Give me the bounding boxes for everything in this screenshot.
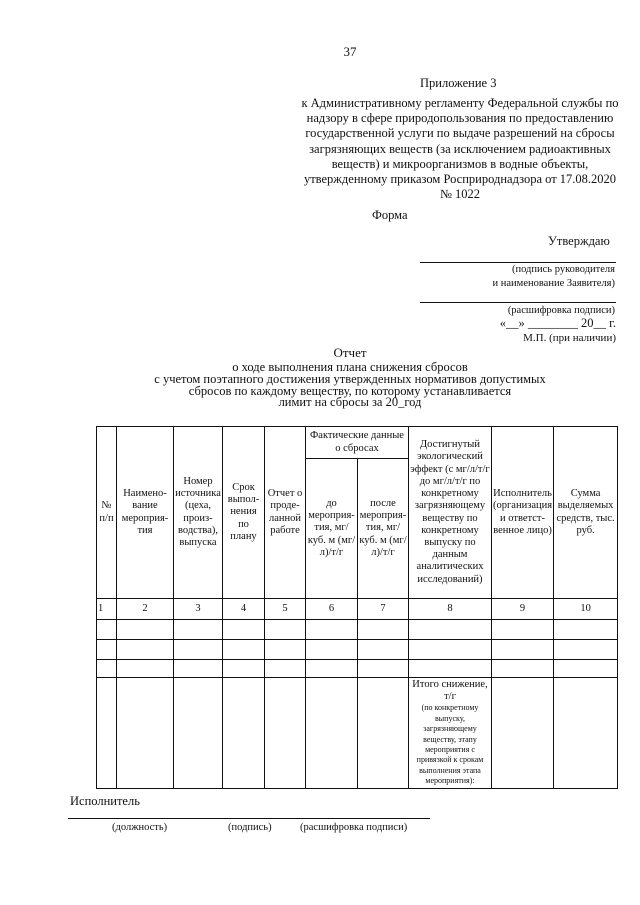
- header-name: Наимено- вание мероприя- тия: [117, 427, 174, 599]
- decoding-caption: (расшифровка подписи): [507, 305, 615, 316]
- signature-caption: [420, 263, 615, 290]
- header-after: после мероприя- тия, мг/ куб. м (мг/л)/т/г: [358, 459, 409, 599]
- executor-position: (должность): [112, 822, 168, 833]
- header-fact-group: Фактические данные о сбросах: [306, 427, 409, 459]
- table-row: [97, 620, 618, 640]
- colnum-10: 10: [554, 599, 618, 620]
- colnum-1: 1: [97, 599, 117, 620]
- colnum-6: 6: [306, 599, 358, 620]
- colnum-8: 8: [409, 599, 492, 620]
- total-row: [97, 678, 618, 789]
- executor-decoding: (расшифровка подписи): [300, 822, 408, 833]
- header-report: Отчет о проде- ланной работе: [265, 427, 306, 599]
- colnum-7: 7: [358, 599, 409, 620]
- approve-label: Утверждаю: [548, 234, 610, 248]
- signature-caption-line2: и наименование Заявителя): [492, 277, 615, 289]
- report-subtitle-2: с учетом поэтапного достижения утвержденных нормативов допустимых: [154, 371, 546, 386]
- total-description: (по конкретному выпуску, загрязняющему веществу, этапу мероприятия с привязкой к срокам выполнения этапа мероприятия):: [416, 703, 484, 786]
- executor-signature: (подпись): [228, 822, 272, 833]
- executor-label: Исполнитель: [70, 794, 140, 808]
- appendix-title: Приложение 3: [420, 76, 497, 90]
- page-number: 37: [343, 44, 357, 59]
- executor-line: [68, 818, 430, 819]
- header-executor: Исполнитель (организация и ответст- венное лицо): [492, 427, 554, 599]
- header-before: до мероприя- тия, мг/ куб. м (мг/л)/т/г: [306, 459, 358, 599]
- colnum-4: 4: [223, 599, 265, 620]
- total-label: Итого снижение, т/г: [412, 679, 488, 703]
- column-numbers-row: [97, 599, 618, 620]
- report-subtitle-1: о ходе выполнения плана снижения сбросов: [232, 360, 468, 374]
- appendix-text: к Административному регламенту Федеральной службы по надзору в сфере природопользования по предоставлению государственной услуги по выдаче разрешений на сбросы загрязняющих веществ (за исключением радиоактивных веществ) и микроорганизмов в водные объекты, утвержденному приказом Росприроднадзора от 17.08.2020 № 1022: [301, 96, 619, 202]
- stamp-note: М.П. (при наличии): [523, 332, 616, 344]
- table-row: [97, 660, 618, 678]
- total-cell: [409, 678, 492, 789]
- colnum-3: 3: [174, 599, 223, 620]
- colnum-2: 2: [117, 599, 174, 620]
- form-label: Форма: [372, 208, 408, 222]
- report-subtitle-3: сбросов по каждому веществу, по которому устанавливается: [188, 383, 512, 398]
- colnum-5: 5: [265, 599, 306, 620]
- report-subtitle-4: лимит на сбросы за 20_год: [278, 395, 422, 410]
- report-table: [96, 426, 618, 789]
- header-no: № п/п: [97, 427, 117, 599]
- header-deadline: Срок выпол- нения по плану: [223, 427, 265, 599]
- report-subtitle: [100, 362, 600, 409]
- report-title: Отчет: [333, 345, 367, 360]
- decoding-line: [420, 302, 616, 303]
- header-effect: Достигнутый экологический эффект (с мг/л/т/г до мг/л/т/г по конкретному загрязняющему веществу по конкретному выпуску по данным аналитических исследований): [409, 427, 492, 599]
- header-source: Номер источника (цеха, произ- водства), выпуска: [174, 427, 223, 599]
- table-row: [97, 640, 618, 660]
- signature-caption-line1: (подпись руководителя: [511, 264, 615, 275]
- date-line: «__» ________ 20__ г.: [499, 316, 616, 330]
- header-amount: Сумма выделяемых средств, тыс. руб.: [554, 427, 618, 599]
- colnum-9: 9: [492, 599, 554, 620]
